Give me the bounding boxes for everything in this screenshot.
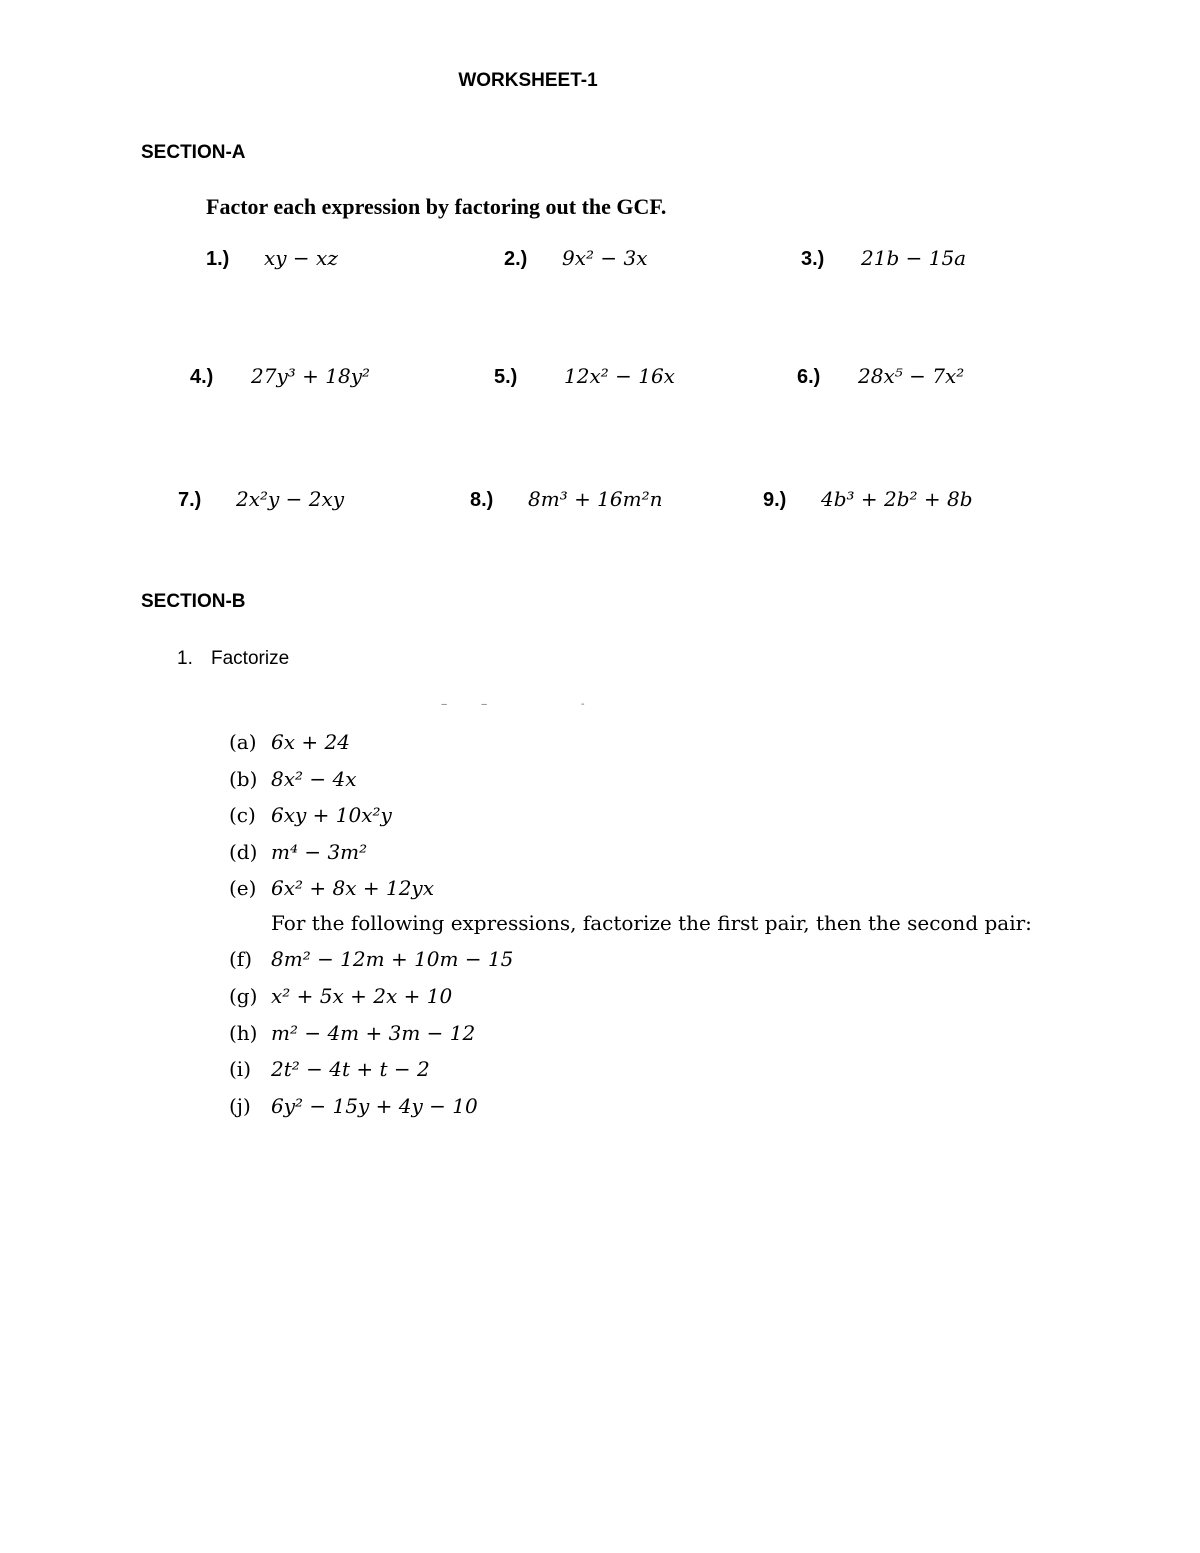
- problem-4: [190, 364, 370, 389]
- subitem-h: [229, 1021, 475, 1045]
- subitem-expression: 6xy + 10x²y: [271, 803, 392, 827]
- scan-artifact: ‒: [481, 699, 488, 710]
- problem-1: [206, 246, 338, 271]
- problem-expression: 4b³ + 2b² + 8b: [821, 487, 973, 511]
- problem-number: 9.): [763, 489, 787, 511]
- section-a-heading: SECTION-A: [141, 142, 246, 163]
- problem-7: [178, 487, 344, 512]
- subitem-label: (b): [229, 767, 258, 791]
- subitem-g: [229, 984, 452, 1008]
- problem-expression: 27y³ + 18y²: [251, 364, 371, 388]
- item-number: 1.: [177, 648, 193, 669]
- pair-instruction: For the following expressions, factorize the first pair, then the second pair:: [271, 911, 1032, 935]
- subitem-label: (g): [229, 984, 258, 1008]
- section-a-instruction: Factor each expression by factoring out the GCF.: [206, 194, 667, 219]
- subitem-d: [229, 840, 367, 864]
- subitem-label: (f): [229, 947, 253, 971]
- subitem-b: [229, 767, 357, 791]
- problem-number: 3.): [801, 248, 825, 270]
- problem-number: 5.): [494, 366, 518, 388]
- problem-expression: 12x² − 16x: [564, 364, 675, 388]
- subitem-j: [229, 1094, 478, 1118]
- subitem-expression: 8x² − 4x: [271, 767, 357, 791]
- subitem-label: (a): [229, 730, 257, 754]
- subitem-expression: 2t² − 4t + t − 2: [271, 1057, 430, 1081]
- subitem-expression: m² − 4m + 3m − 12: [271, 1021, 476, 1045]
- subitem-expression: x² + 5x + 2x + 10: [271, 984, 453, 1008]
- problem-8: [470, 487, 663, 512]
- problem-expression: 8m³ + 16m²n: [528, 487, 663, 511]
- subitem-label: (j): [229, 1094, 251, 1118]
- scan-artifact: ‒: [441, 699, 448, 710]
- problem-expression: 9x² − 3x: [562, 246, 648, 270]
- problem-9: [763, 487, 973, 512]
- section-b-heading: SECTION-B: [141, 591, 246, 612]
- subitem-label: (h): [229, 1021, 258, 1045]
- problem-2: [504, 246, 648, 271]
- problem-number: 4.): [190, 366, 214, 388]
- subitem-label: (e): [229, 876, 257, 900]
- scan-artifact: -: [581, 699, 585, 710]
- problem-number: 1.): [206, 248, 230, 270]
- problem-number: 6.): [797, 366, 821, 388]
- factorize-item: [177, 648, 289, 670]
- problem-expression: 2x²y − 2xy: [236, 487, 345, 511]
- subitem-f: [229, 947, 513, 971]
- subitem-label: (c): [229, 803, 256, 827]
- subitem-e: [229, 876, 434, 900]
- problem-expression: xy − xz: [264, 246, 338, 270]
- subitem-expression: 8m² − 12m + 10m − 15: [271, 947, 514, 971]
- problem-expression: 28x⁵ − 7x²: [858, 364, 965, 388]
- worksheet-title: WORKSHEET-1: [458, 70, 598, 91]
- subitem-label: (d): [229, 840, 258, 864]
- subitem-a: [229, 730, 350, 754]
- item-label: Factorize: [211, 648, 290, 669]
- subitem-expression: 6y² − 15y + 4y − 10: [271, 1094, 478, 1118]
- subitem-expression: 6x + 24: [271, 730, 350, 754]
- subitem-label: (i): [229, 1057, 252, 1081]
- subitem-expression: 6x² + 8x + 12yx: [271, 876, 434, 900]
- problem-expression: 21b − 15a: [861, 246, 967, 270]
- problem-3: [801, 246, 966, 271]
- subitem-expression: m⁴ − 3m²: [271, 840, 368, 864]
- problem-number: 8.): [470, 489, 494, 511]
- problem-6: [797, 364, 964, 389]
- problem-number: 7.): [178, 489, 202, 511]
- subitem-c: [229, 803, 392, 827]
- problem-number: 2.): [504, 248, 528, 270]
- subitem-i: [229, 1057, 430, 1081]
- problem-5: [494, 364, 675, 389]
